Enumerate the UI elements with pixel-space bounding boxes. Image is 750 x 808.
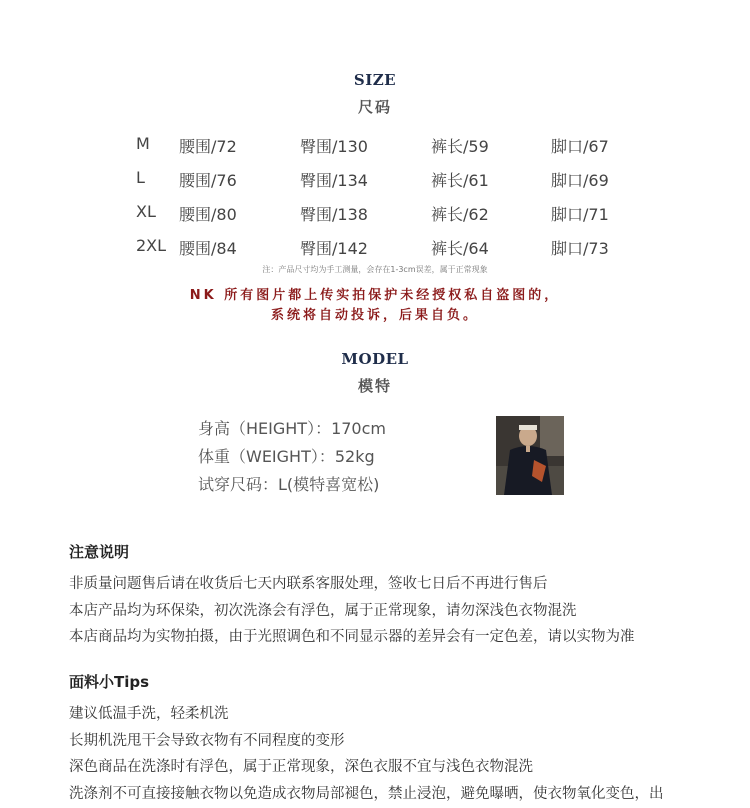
waist-value: 腰围/84 <box>179 236 237 259</box>
notice-line: 本店产品均为环保染，初次洗涤会有浮色，属于正常现象，请勿深浅色衣物混洗 <box>69 599 635 626</box>
notice-text <box>69 572 635 652</box>
length-value: 裤长/61 <box>431 168 489 191</box>
size-label: L <box>136 168 145 187</box>
tips-line: 深色商品在洗涤时有浮色，属于正常现象，深色衣服不宜与浅色衣物混洗 <box>69 755 664 782</box>
tips-line: 建议低温手洗，轻柔机洗 <box>69 702 664 729</box>
notice-line: 本店商品均为实物拍摄，由于光照调色和不同显示器的差异会有一定色差，请以实物为准 <box>69 625 635 652</box>
hem-value: 脚口/67 <box>551 134 609 157</box>
hip-value: 臀围/138 <box>300 202 368 225</box>
model-info <box>198 416 386 500</box>
waist-value: 腰围/72 <box>179 134 237 157</box>
waist-value: 腰围/76 <box>179 168 237 191</box>
size-label: M <box>136 134 150 153</box>
tips-line: 长期机洗甩干会导致衣物有不同程度的变形 <box>69 729 664 756</box>
size-row-xl <box>136 202 656 236</box>
hip-value: 臀围/130 <box>300 134 368 157</box>
size-title-cn: 尺码 <box>0 96 750 117</box>
model-height: 身高（HEIGHT）：170cm <box>198 416 386 444</box>
size-row-m <box>136 134 656 168</box>
size-row-l <box>136 168 656 202</box>
size-label: 2XL <box>136 236 166 255</box>
notice-title: 注意说明 <box>69 541 129 562</box>
notice-line: 非质量问题售后请在收货后七天内联系客服处理，签收七日后不再进行售后 <box>69 572 635 599</box>
hem-value: 脚口/73 <box>551 236 609 259</box>
hip-value: 臀围/134 <box>300 168 368 191</box>
tips-line: 洗涤剂不可直接接触衣物以免造成衣物局部褪色，禁止浸泡，避免曝晒，使衣物氧化变色，出 <box>69 782 664 808</box>
model-title-cn: 模特 <box>0 375 750 396</box>
model-weight: 体重（WEIGHT）：52kg <box>198 444 386 472</box>
hem-value: 脚口/71 <box>551 202 609 225</box>
tips-title: 面料小Tips <box>69 671 149 692</box>
length-value: 裤长/62 <box>431 202 489 225</box>
length-value: 裤长/59 <box>431 134 489 157</box>
model-title-en: MODEL <box>0 350 750 368</box>
hip-value: 臀围/142 <box>300 236 368 259</box>
waist-value: 腰围/80 <box>179 202 237 225</box>
measurement-note: 注：产品尺寸均为手工测量，会存在1-3cm误差，属于正常现象 <box>0 264 750 275</box>
tips-text <box>69 702 664 808</box>
model-photo <box>496 416 564 495</box>
length-value: 裤长/64 <box>431 236 489 259</box>
copyright-warning-line2: 系统将自动投诉，后果自负。 <box>0 304 750 323</box>
model-photo-illustration <box>496 416 564 495</box>
size-table <box>136 134 656 270</box>
size-title-en: SIZE <box>0 71 750 89</box>
hem-value: 脚口/69 <box>551 168 609 191</box>
model-size: 试穿尺码：L(模特喜宽松) <box>198 472 386 500</box>
size-label: XL <box>136 202 156 221</box>
copyright-warning-line1: NK 所有图片都上传实拍保护未经授权私自盗图的， <box>0 284 750 303</box>
